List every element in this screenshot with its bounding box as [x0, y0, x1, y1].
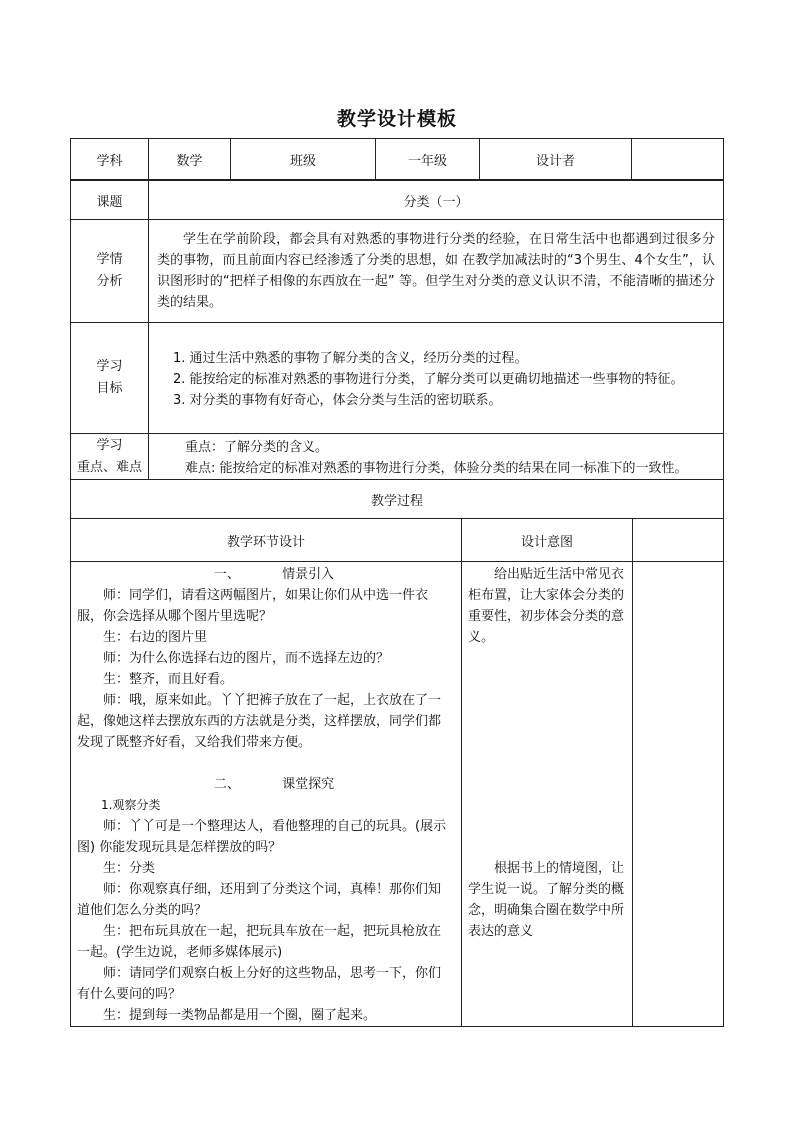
goals-label — [71, 323, 149, 434]
section-number: 一、 — [213, 567, 240, 582]
subject-label: 学科 — [71, 139, 149, 180]
topic-label: 课题 — [71, 181, 149, 220]
class-value: 一年级 — [376, 139, 480, 180]
class-label: 班级 — [231, 139, 376, 180]
goals-list — [149, 345, 723, 411]
section-heading — [77, 774, 451, 795]
dialogue-line: 师：请同学们观察白板上分好的这些物品，思考一下，你们有什么要问的吗？ — [77, 966, 442, 1002]
info-table — [70, 180, 724, 519]
section-title: 课堂探究 — [282, 777, 335, 792]
section-number: 二、 — [213, 777, 240, 792]
document-title: 教学设计模板 — [336, 108, 457, 130]
goals-label-line1: 学习 — [96, 359, 123, 374]
goal-item: 2. 能按给定的标准对熟悉的事物进行分类，了解分类可以更确切地描述一些事物的特征。 — [173, 372, 684, 387]
analysis-label — [71, 220, 149, 323]
dialogue-line: 师：丫丫可是一个整理达人，看他整理的自己的玩具。(展示图) 你能发现玩具是怎样摆放的吗？ — [77, 819, 447, 855]
keypoints-cell — [149, 434, 724, 480]
dialogue-line: 师：你观察真仔细，还用到了分类这个词，真棒！那你们知道他们怎么分类的吗？ — [77, 882, 442, 918]
col-intent-header: 设计意图 — [462, 519, 633, 562]
keypoints-label-line1: 学习 — [96, 437, 123, 453]
extra-cell — [633, 562, 724, 1027]
section-title: 情景引入 — [282, 567, 335, 582]
section-heading — [77, 564, 451, 585]
analysis-label-line2: 分析 — [96, 274, 123, 289]
dialogue-line: 生：整齐，而且好看。 — [103, 672, 234, 687]
topic-value: 分类（一） — [149, 181, 724, 220]
dialogue-line: 生：把布玩具放在一起，把玩具车放在一起，把玩具枪放在一起。(学生边说，老师多媒体展示) — [77, 924, 442, 960]
analysis-text: 学生在学前阶段，都会具有对熟悉的事物进行分类的经验，在日常生活中也都遇到过很多分类的事物，而且前面内容已经渗透了分类的思想，如 在教学加减法时的“3个男生、4个女生”，认识图形时的“把样子相像的东西放在一起” 等。但学生对分类的意义认识不清，不能清晰的描述分类的结果。 — [157, 232, 715, 310]
header-table — [70, 138, 724, 180]
dialogue-line: 师：同学们，请看这两幅图片，如果让你们从中选一件衣服，你会选择从哪个图片里选呢？ — [77, 588, 429, 624]
dialogue-line: 生：右边的图片里 — [103, 630, 208, 645]
key-point: 重点：了解分类的含义。 — [185, 439, 329, 455]
intent-text: 给出贴近生活中常见衣柜布置，让大家体会分类的重要性，初步体会分类的意义。 — [468, 567, 625, 645]
dialogue-line: 生：提到每一类物品都是用一个圈，圈了起来。 — [103, 1008, 377, 1023]
dialogue-line: 生：分类 — [103, 861, 156, 876]
keypoints-label — [71, 434, 149, 480]
goals-cell — [149, 323, 724, 434]
goals-label-line2: 目标 — [96, 381, 123, 396]
intent-text: 根据书上的情境图，让学生说一说。了解分类的概念，明确集合圈在数学中所表达的意义 — [468, 861, 625, 939]
subject-value: 数学 — [149, 139, 231, 180]
difficulty-point: 难点: 能按给定的标准对熟悉的事物进行分类，体验分类的结果在同一标准下的一致性。 — [185, 460, 688, 476]
keypoints-label-line2: 重点、难点 — [76, 459, 142, 475]
goal-item: 3. 对分类的事物有好奇心，体会分类与生活的密切联系。 — [173, 393, 502, 408]
goal-item: 1. 通过生活中熟悉的事物了解分类的含义，经历分类的过程。 — [173, 351, 528, 366]
analysis-cell — [149, 220, 724, 323]
col-extra-header — [633, 519, 724, 562]
analysis-label-line1: 学情 — [96, 252, 123, 267]
design-cell — [71, 562, 462, 1027]
process-heading: 教学过程 — [71, 480, 724, 519]
dialogue-line: 师：为什么你选择右边的图片，而不选择左边的？ — [103, 651, 390, 666]
intent-cell — [462, 562, 633, 1027]
dialogue-line: 师：哦，原来如此。丫丫把裤子放在了一起，上衣放在了一起，像她这样去摆放东西的方法就是分类，这样摆放，同学们都发现了既整齐好看，又给我们带来方便。 — [77, 693, 442, 750]
subsection-title: 1.观察分类 — [101, 798, 161, 812]
process-table — [70, 518, 724, 1027]
col-design-header: 教学环节设计 — [71, 519, 462, 562]
designer-label: 设计者 — [480, 139, 632, 180]
designer-value — [632, 139, 724, 180]
